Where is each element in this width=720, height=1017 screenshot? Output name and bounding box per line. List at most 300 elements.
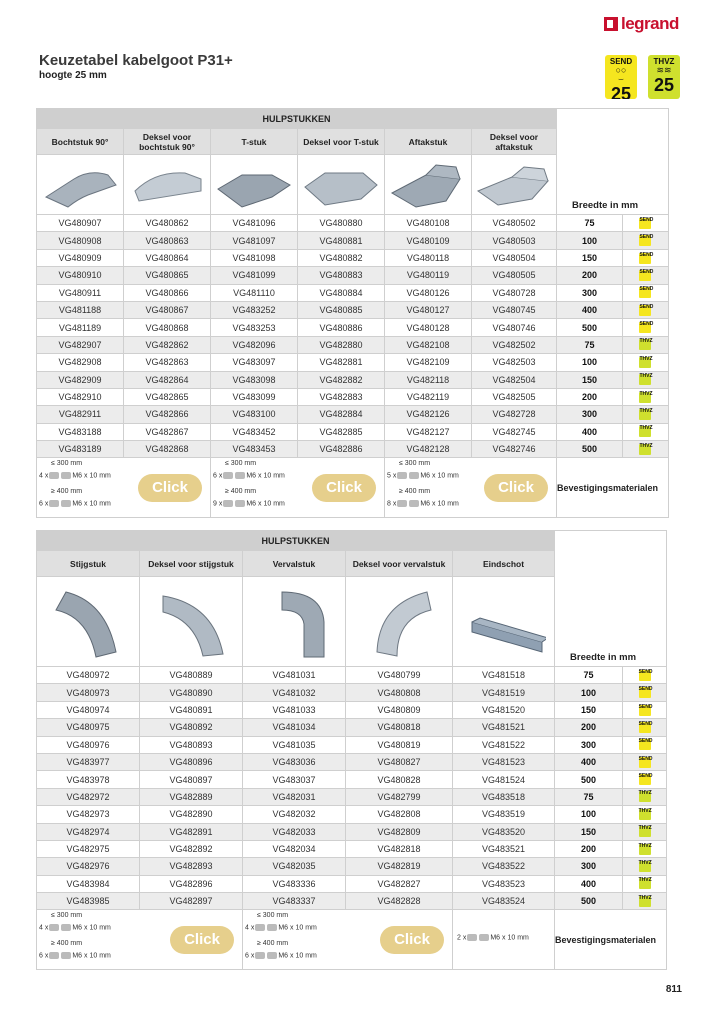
article-number: VG480504 <box>472 249 557 266</box>
thvz-badge-number: 25 <box>653 75 675 95</box>
article-number: VG483098 <box>211 371 298 388</box>
width-value: 200 <box>555 719 623 736</box>
width-value: 500 <box>555 893 623 910</box>
table-row <box>37 840 667 857</box>
page-number: 811 <box>665 984 682 995</box>
type-cell <box>622 284 668 301</box>
send-type-icon: SEND <box>639 322 651 333</box>
type-cell <box>622 388 668 405</box>
nut-icon <box>61 472 71 479</box>
product-image <box>346 577 453 667</box>
article-number: VG482504 <box>472 371 557 388</box>
article-number: VG482096 <box>211 336 298 353</box>
column-header: Deksel voor bochtstuk 90° <box>124 129 211 155</box>
mount-range-small: ≤ 300 mm <box>399 460 431 468</box>
table-row <box>37 215 669 232</box>
bevestiging-label: Bevestigingsmaterialen <box>555 910 667 970</box>
article-number: VG480863 <box>124 232 211 249</box>
click-label: Click <box>380 926 444 954</box>
mount-spec-large <box>213 500 285 507</box>
section-header: HULPSTUKKEN <box>37 531 555 551</box>
article-number: VG481033 <box>243 701 346 718</box>
width-value: 150 <box>557 249 623 266</box>
table-row <box>37 371 669 388</box>
article-number: VG483336 <box>243 875 346 892</box>
mount-size: M6 x 10 mm <box>246 472 285 480</box>
article-number: VG480118 <box>385 249 472 266</box>
send-type-icon: SEND <box>639 270 651 281</box>
column-header: Vervalstuk <box>243 551 346 577</box>
click-logo <box>380 926 444 954</box>
product-drawing <box>252 579 336 665</box>
table-row <box>37 319 669 336</box>
send-type-icon: SEND <box>639 739 651 750</box>
article-number: VG483037 <box>243 771 346 788</box>
mounting-cell <box>37 458 211 518</box>
article-number: VG481099 <box>211 267 298 284</box>
thvz-badge-label: THVZ <box>653 57 675 66</box>
article-number: VG480799 <box>346 667 453 684</box>
article-number: VG481523 <box>453 753 555 770</box>
article-number: VG480127 <box>385 301 472 318</box>
nut-icon <box>235 472 245 479</box>
article-number: VG483189 <box>37 441 124 458</box>
article-number: VG481110 <box>211 284 298 301</box>
bolt-icon <box>467 934 477 941</box>
bolt-icon <box>397 472 407 479</box>
product-image <box>385 155 472 215</box>
column-header: Eindschot <box>453 551 555 577</box>
article-number: VG482975 <box>37 840 140 857</box>
article-number: VG482883 <box>298 388 385 405</box>
article-number: VG481035 <box>243 736 346 753</box>
table-row <box>37 753 667 770</box>
article-number: VG483518 <box>453 788 555 805</box>
article-number: VG480896 <box>140 753 243 770</box>
mount-range-small: ≤ 300 mm <box>51 912 83 920</box>
mount-spec-large <box>245 952 317 959</box>
article-number: VG482867 <box>124 423 211 440</box>
thvz-type-icon: THVZ <box>639 844 651 855</box>
table-row <box>37 423 669 440</box>
product-image <box>472 155 557 215</box>
article-number: VG480503 <box>472 232 557 249</box>
article-number: VG482033 <box>243 823 346 840</box>
thvz-type-icon: THVZ <box>639 896 651 907</box>
article-number: VG483520 <box>453 823 555 840</box>
type-cell <box>622 371 668 388</box>
table-row <box>37 284 669 301</box>
width-value: 100 <box>555 684 623 701</box>
article-number: VG483099 <box>211 388 298 405</box>
bevestiging-label: Bevestigingsmaterialen <box>557 458 669 518</box>
type-cell <box>623 875 667 892</box>
mount-qty: 6 x <box>245 952 255 960</box>
width-value: 100 <box>555 806 623 823</box>
article-number: VG480865 <box>124 267 211 284</box>
mounting-cell <box>385 458 557 518</box>
product-image <box>211 155 298 215</box>
thvz-type-icon: THVZ <box>639 392 651 403</box>
send-type-icon: SEND <box>639 305 651 316</box>
article-number: VG480907 <box>37 215 124 232</box>
article-number: VG482891 <box>140 823 243 840</box>
product-drawing <box>212 157 296 213</box>
mount-qty: 6 x <box>213 472 223 480</box>
article-number: VG480885 <box>298 301 385 318</box>
bolt-icon <box>49 952 59 959</box>
article-number: VG481524 <box>453 771 555 788</box>
article-number: VG482109 <box>385 354 472 371</box>
thvz-type-icon: THVZ <box>639 878 651 889</box>
mount-qty: 4 x <box>39 472 49 480</box>
article-number: VG483977 <box>37 753 140 770</box>
article-number: VG480911 <box>37 284 124 301</box>
type-cell <box>623 858 667 875</box>
width-value: 75 <box>557 336 623 353</box>
legrand-logo <box>604 14 679 34</box>
type-cell <box>623 823 667 840</box>
table-row <box>37 684 667 701</box>
article-number: VG480881 <box>298 232 385 249</box>
width-value: 200 <box>557 388 623 405</box>
article-number: VG480868 <box>124 319 211 336</box>
table-row <box>37 232 669 249</box>
article-number: VG480892 <box>140 719 243 736</box>
mount-size: M6 x 10 mm <box>420 500 459 508</box>
mount-size: M6 x 10 mm <box>72 952 111 960</box>
thvz-type-icon: THVZ <box>639 409 651 420</box>
article-number: VG480897 <box>140 771 243 788</box>
send-type-icon: SEND <box>639 687 651 698</box>
article-number: VG483978 <box>37 771 140 788</box>
article-number: VG480728 <box>472 284 557 301</box>
article-number: VG480975 <box>37 719 140 736</box>
click-logo <box>170 926 234 954</box>
column-header: Deksel voor vervalstuk <box>346 551 453 577</box>
thvz-type-icon: THVZ <box>639 826 651 837</box>
article-number: VG482911 <box>37 406 124 423</box>
article-number: VG482746 <box>472 441 557 458</box>
product-image <box>298 155 385 215</box>
article-number: VG482897 <box>140 893 243 910</box>
article-number: VG483453 <box>211 441 298 458</box>
product-drawing <box>462 579 546 665</box>
article-number: VG480862 <box>124 215 211 232</box>
send-type-icon: SEND <box>639 705 651 716</box>
bolt-icon <box>49 500 59 507</box>
type-cell <box>623 684 667 701</box>
thvz-type-icon: THVZ <box>639 374 651 385</box>
mount-size: M6 x 10 mm <box>278 924 317 932</box>
nut-icon <box>409 500 419 507</box>
article-number: VG483452 <box>211 423 298 440</box>
table-row <box>37 249 669 266</box>
mount-range-large: ≥ 400 mm <box>399 488 431 496</box>
column-header: Bochtstuk 90° <box>37 129 124 155</box>
type-cell <box>623 840 667 857</box>
article-number: VG480808 <box>346 684 453 701</box>
article-number: VG480119 <box>385 267 472 284</box>
table-row <box>37 875 667 892</box>
article-number: VG483984 <box>37 875 140 892</box>
send-type-icon: SEND <box>639 774 651 785</box>
article-number: VG481097 <box>211 232 298 249</box>
column-header: Deksel voor stijgstuk <box>140 551 243 577</box>
click-label: Click <box>138 474 202 502</box>
product-image <box>140 577 243 667</box>
width-value: 300 <box>557 406 623 423</box>
article-number: VG482907 <box>37 336 124 353</box>
table-row <box>37 893 667 910</box>
article-number: VG482502 <box>472 336 557 353</box>
mount-qty: 6 x <box>39 500 49 508</box>
article-number: VG481031 <box>243 667 346 684</box>
click-label: Click <box>170 926 234 954</box>
mount-spec-small <box>39 472 111 479</box>
thvz-type-icon: THVZ <box>639 357 651 368</box>
article-number: VG482866 <box>124 406 211 423</box>
send-type-icon: SEND <box>639 757 651 768</box>
article-number: VG482862 <box>124 336 211 353</box>
product-drawing <box>357 579 441 665</box>
article-number: VG481189 <box>37 319 124 336</box>
table-row <box>37 719 667 736</box>
mount-range-small: ≤ 300 mm <box>51 460 83 468</box>
bolt-icon <box>223 472 233 479</box>
send-badge-label: SEND <box>609 57 633 66</box>
mount-range-small: ≤ 300 mm <box>225 460 257 468</box>
section-header: HULPSTUKKEN <box>37 109 557 129</box>
article-number: VG482799 <box>346 788 453 805</box>
mount-size: M6 x 10 mm <box>420 472 459 480</box>
article-number: VG483985 <box>37 893 140 910</box>
article-number: VG483100 <box>211 406 298 423</box>
width-value: 75 <box>555 667 623 684</box>
article-number: VG482889 <box>140 788 243 805</box>
table-row <box>37 354 669 371</box>
mount-size: M6 x 10 mm <box>246 500 285 508</box>
mount-size: M6 x 10 mm <box>278 952 317 960</box>
type-cell <box>623 771 667 788</box>
article-number: VG480128 <box>385 319 472 336</box>
thvz-type-icon: THVZ <box>639 444 651 455</box>
product-image <box>37 155 124 215</box>
thvz-type-icon: THVZ <box>639 809 651 820</box>
width-value: 150 <box>555 823 623 840</box>
article-number: VG480974 <box>37 701 140 718</box>
send-badge-number: 25 <box>610 84 632 99</box>
width-value: 500 <box>557 319 623 336</box>
type-cell <box>622 232 668 249</box>
width-value: 300 <box>555 736 623 753</box>
type-cell <box>622 249 668 266</box>
table-row <box>37 771 667 788</box>
mount-size: M6 x 10 mm <box>490 934 529 942</box>
article-number: VG482865 <box>124 388 211 405</box>
article-number: VG481032 <box>243 684 346 701</box>
nut-icon <box>479 934 489 941</box>
nut-icon <box>267 952 277 959</box>
product-image <box>37 577 140 667</box>
nut-icon <box>409 472 419 479</box>
article-number: VG482819 <box>346 858 453 875</box>
mount-qty: 4 x <box>245 924 255 932</box>
article-number: VG480819 <box>346 736 453 753</box>
article-number: VG482808 <box>346 806 453 823</box>
article-number: VG481188 <box>37 301 124 318</box>
nut-icon <box>61 500 71 507</box>
mount-qty: 9 x <box>213 500 223 508</box>
mount-qty: 6 x <box>39 952 49 960</box>
mount-size: M6 x 10 mm <box>72 472 111 480</box>
thvz-badge <box>648 55 680 99</box>
article-number: VG482880 <box>298 336 385 353</box>
article-number: VG480880 <box>298 215 385 232</box>
article-number: VG482908 <box>37 354 124 371</box>
click-logo <box>312 474 376 502</box>
table-row <box>37 388 669 405</box>
article-number: VG482034 <box>243 840 346 857</box>
article-number: VG482809 <box>346 823 453 840</box>
article-number: VG482031 <box>243 788 346 805</box>
article-number: VG480889 <box>140 667 243 684</box>
article-number: VG480746 <box>472 319 557 336</box>
mount-spec-small <box>39 924 111 931</box>
type-cell <box>622 423 668 440</box>
article-number: VG481519 <box>453 684 555 701</box>
article-number: VG483519 <box>453 806 555 823</box>
article-number: VG482126 <box>385 406 472 423</box>
table-row <box>37 301 669 318</box>
mount-size: M6 x 10 mm <box>72 500 111 508</box>
article-number: VG482827 <box>346 875 453 892</box>
send-type-icon: SEND <box>639 722 651 733</box>
article-number: VG481098 <box>211 249 298 266</box>
product-drawing <box>149 579 233 665</box>
article-number: VG480108 <box>385 215 472 232</box>
article-number: VG483097 <box>211 354 298 371</box>
table-row <box>37 823 667 840</box>
type-cell <box>622 406 668 423</box>
article-number: VG480818 <box>346 719 453 736</box>
send-symbol-icon: ○○ ⌣ <box>615 65 627 84</box>
article-number: VG480884 <box>298 284 385 301</box>
mounting-cell <box>37 910 243 970</box>
thvz-type-icon: THVZ <box>639 339 651 350</box>
article-number: VG480126 <box>385 284 472 301</box>
width-value: 400 <box>557 423 623 440</box>
column-header: Deksel voor aftakstuk <box>472 129 557 155</box>
table-row <box>37 406 669 423</box>
table-row <box>37 806 667 823</box>
article-number: VG481521 <box>453 719 555 736</box>
article-number: VG483188 <box>37 423 124 440</box>
type-cell <box>622 336 668 353</box>
send-type-icon: SEND <box>639 670 651 681</box>
hulpstukken-table-1 <box>36 108 669 518</box>
send-type-icon: SEND <box>639 253 651 264</box>
click-logo <box>138 474 202 502</box>
legrand-logo-text: legrand <box>621 14 679 33</box>
article-number: VG480909 <box>37 249 124 266</box>
article-number: VG483521 <box>453 840 555 857</box>
column-header: Aftakstuk <box>385 129 472 155</box>
mount-range-large: ≥ 400 mm <box>51 488 83 496</box>
mounting-cell <box>243 910 453 970</box>
nut-icon <box>267 924 277 931</box>
article-number: VG482884 <box>298 406 385 423</box>
article-number: VG482881 <box>298 354 385 371</box>
width-value: 200 <box>555 840 623 857</box>
article-number: VG482886 <box>298 441 385 458</box>
article-number: VG482868 <box>124 441 211 458</box>
article-number: VG481522 <box>453 736 555 753</box>
mount-qty: 8 x <box>387 500 397 508</box>
article-number: VG482885 <box>298 423 385 440</box>
table-row <box>37 667 667 684</box>
table-row <box>37 267 669 284</box>
type-cell <box>623 753 667 770</box>
nut-icon <box>235 500 245 507</box>
bolt-icon <box>255 952 265 959</box>
article-number: VG482828 <box>346 893 453 910</box>
article-number: VG482896 <box>140 875 243 892</box>
nut-icon <box>61 924 71 931</box>
mount-spec-large <box>39 500 111 507</box>
column-header: Stijgstuk <box>37 551 140 577</box>
article-number: VG480502 <box>472 215 557 232</box>
mount-spec-large <box>387 500 459 507</box>
width-value: 500 <box>557 441 623 458</box>
table-row <box>37 441 669 458</box>
mount-spec-small <box>213 472 285 479</box>
article-number: VG482893 <box>140 858 243 875</box>
thvz-type-icon: THVZ <box>639 791 651 802</box>
width-value: 150 <box>557 371 623 388</box>
article-number: VG480505 <box>472 267 557 284</box>
article-number: VG482864 <box>124 371 211 388</box>
bolt-icon <box>255 924 265 931</box>
click-label: Click <box>484 474 548 502</box>
article-number: VG480745 <box>472 301 557 318</box>
legrand-logo-mark <box>604 17 618 31</box>
column-header: Deksel voor T-stuk <box>298 129 385 155</box>
type-cell <box>623 893 667 910</box>
article-number: VG482128 <box>385 441 472 458</box>
type-cell <box>623 736 667 753</box>
mount-qty: 4 x <box>39 924 49 932</box>
article-number: VG482503 <box>472 354 557 371</box>
article-number: VG483523 <box>453 875 555 892</box>
mount-range-large: ≥ 400 mm <box>225 488 257 496</box>
article-number: VG482972 <box>37 788 140 805</box>
thvz-type-icon: THVZ <box>639 426 651 437</box>
article-number: VG482035 <box>243 858 346 875</box>
article-number: VG480972 <box>37 667 140 684</box>
send-type-icon: SEND <box>639 287 651 298</box>
article-number: VG482127 <box>385 423 472 440</box>
article-number: VG482118 <box>385 371 472 388</box>
article-number: VG482818 <box>346 840 453 857</box>
mounting-cell <box>211 458 385 518</box>
article-number: VG482108 <box>385 336 472 353</box>
article-number: VG480109 <box>385 232 472 249</box>
article-number: VG480890 <box>140 684 243 701</box>
breedte-header: Breedte in mm <box>557 109 669 215</box>
table-row <box>37 736 667 753</box>
width-value: 200 <box>557 267 623 284</box>
